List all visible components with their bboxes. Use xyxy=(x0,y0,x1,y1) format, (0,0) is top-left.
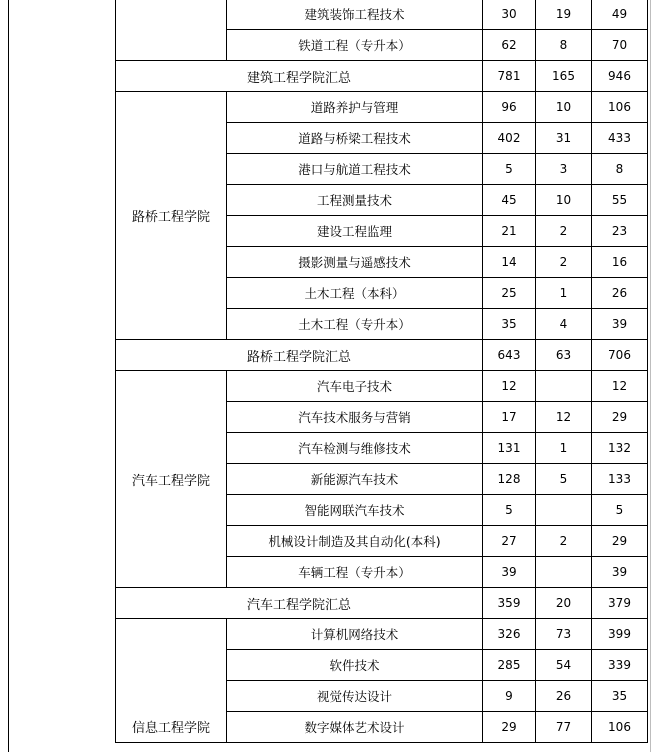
count-b-cell: 73 xyxy=(536,619,592,650)
count-a-cell: 5 xyxy=(483,495,536,526)
subtotal-label: 建筑工程学院汇总 xyxy=(116,61,483,92)
major-cell: 道路养护与管理 xyxy=(227,92,483,123)
total-cell: 55 xyxy=(592,185,648,216)
subtotal-label: 汽车工程学院汇总 xyxy=(116,588,483,619)
count-a-cell: 27 xyxy=(483,526,536,557)
count-b-cell: 31 xyxy=(536,123,592,154)
college-cell: 汽车工程学院 xyxy=(116,371,227,588)
subtotal-row xyxy=(116,61,648,92)
count-b-cell xyxy=(536,557,592,588)
total-cell: 35 xyxy=(592,681,648,712)
count-a-cell: 35 xyxy=(483,309,536,340)
major-cell: 视觉传达设计 xyxy=(227,681,483,712)
major-cell: 摄影测量与遥感技术 xyxy=(227,247,483,278)
total-cell: 23 xyxy=(592,216,648,247)
count-a-cell: 96 xyxy=(483,92,536,123)
total-cell: 39 xyxy=(592,557,648,588)
count-b-cell: 8 xyxy=(536,30,592,61)
total-cell: 433 xyxy=(592,123,648,154)
total-cell: 946 xyxy=(592,61,648,92)
count-b-cell: 1 xyxy=(536,433,592,464)
major-cell: 建设工程监理 xyxy=(227,216,483,247)
total-cell: 133 xyxy=(592,464,648,495)
major-cell: 铁道工程（专升本） xyxy=(227,30,483,61)
major-cell: 计算机网络技术 xyxy=(227,619,483,650)
major-cell: 车辆工程（专升本） xyxy=(227,557,483,588)
total-cell: 106 xyxy=(592,92,648,123)
college-cell xyxy=(116,619,227,743)
count-b-cell: 77 xyxy=(536,712,592,743)
count-a-cell: 21 xyxy=(483,216,536,247)
total-cell: 12 xyxy=(592,371,648,402)
total-cell: 132 xyxy=(592,433,648,464)
count-a-cell: 131 xyxy=(483,433,536,464)
total-cell: 26 xyxy=(592,278,648,309)
count-a-cell: 62 xyxy=(483,30,536,61)
total-cell: 70 xyxy=(592,30,648,61)
total-cell: 106 xyxy=(592,712,648,743)
count-a-cell: 359 xyxy=(483,588,536,619)
count-b-cell: 1 xyxy=(536,278,592,309)
count-a-cell: 29 xyxy=(483,712,536,743)
count-a-cell: 9 xyxy=(483,681,536,712)
count-b-cell: 4 xyxy=(536,309,592,340)
major-cell: 汽车技术服务与营销 xyxy=(227,402,483,433)
subtotal-row xyxy=(116,588,648,619)
count-a-cell: 14 xyxy=(483,247,536,278)
table-row xyxy=(116,619,648,650)
count-b-cell: 165 xyxy=(536,61,592,92)
table-row xyxy=(116,371,648,402)
major-cell: 建筑装饰工程技术 xyxy=(227,0,483,30)
count-a-cell: 781 xyxy=(483,61,536,92)
enrollment-table xyxy=(115,0,648,743)
count-a-cell: 45 xyxy=(483,185,536,216)
major-cell: 汽车检测与维修技术 xyxy=(227,433,483,464)
total-cell: 399 xyxy=(592,619,648,650)
count-b-cell: 54 xyxy=(536,650,592,681)
major-cell: 土木工程（专升本） xyxy=(227,309,483,340)
count-b-cell: 2 xyxy=(536,216,592,247)
total-cell: 29 xyxy=(592,402,648,433)
count-a-cell: 285 xyxy=(483,650,536,681)
count-a-cell: 25 xyxy=(483,278,536,309)
total-cell: 706 xyxy=(592,340,648,371)
table-row xyxy=(116,0,648,30)
major-cell: 新能源汽车技术 xyxy=(227,464,483,495)
major-cell: 工程测量技术 xyxy=(227,185,483,216)
total-cell: 339 xyxy=(592,650,648,681)
total-cell: 39 xyxy=(592,309,648,340)
count-a-cell: 5 xyxy=(483,154,536,185)
major-cell: 机械设计制造及其自动化(本科) xyxy=(227,526,483,557)
subtotal-label: 路桥工程学院汇总 xyxy=(116,340,483,371)
total-cell: 379 xyxy=(592,588,648,619)
major-cell: 智能网联汽车技术 xyxy=(227,495,483,526)
total-cell: 8 xyxy=(592,154,648,185)
count-a-cell: 39 xyxy=(483,557,536,588)
major-cell: 数字媒体艺术设计 xyxy=(227,712,483,743)
major-cell: 港口与航道工程技术 xyxy=(227,154,483,185)
right-edge-border xyxy=(650,0,651,752)
subtotal-row xyxy=(116,340,648,371)
outer-left-border xyxy=(8,0,9,752)
count-a-cell: 326 xyxy=(483,619,536,650)
major-cell: 汽车电子技术 xyxy=(227,371,483,402)
count-b-cell: 10 xyxy=(536,92,592,123)
total-cell: 16 xyxy=(592,247,648,278)
count-b-cell: 5 xyxy=(536,464,592,495)
count-b-cell xyxy=(536,495,592,526)
total-cell: 49 xyxy=(592,0,648,30)
count-b-cell: 2 xyxy=(536,526,592,557)
major-cell: 道路与桥梁工程技术 xyxy=(227,123,483,154)
count-b-cell: 2 xyxy=(536,247,592,278)
count-b-cell: 3 xyxy=(536,154,592,185)
count-b-cell: 19 xyxy=(536,0,592,30)
total-cell: 5 xyxy=(592,495,648,526)
college-cell: 路桥工程学院 xyxy=(116,92,227,340)
count-b-cell: 10 xyxy=(536,185,592,216)
count-b-cell: 20 xyxy=(536,588,592,619)
count-a-cell: 30 xyxy=(483,0,536,30)
count-a-cell: 12 xyxy=(483,371,536,402)
count-a-cell: 17 xyxy=(483,402,536,433)
college-label: 信息工程学院 xyxy=(131,721,210,736)
major-cell: 软件技术 xyxy=(227,650,483,681)
college-cell xyxy=(116,0,227,61)
table-row xyxy=(116,92,648,123)
major-cell: 土木工程（本科） xyxy=(227,278,483,309)
count-b-cell: 12 xyxy=(536,402,592,433)
count-b-cell: 26 xyxy=(536,681,592,712)
total-cell: 29 xyxy=(592,526,648,557)
count-b-cell: 63 xyxy=(536,340,592,371)
count-a-cell: 128 xyxy=(483,464,536,495)
count-a-cell: 643 xyxy=(483,340,536,371)
count-a-cell: 402 xyxy=(483,123,536,154)
count-b-cell xyxy=(536,371,592,402)
